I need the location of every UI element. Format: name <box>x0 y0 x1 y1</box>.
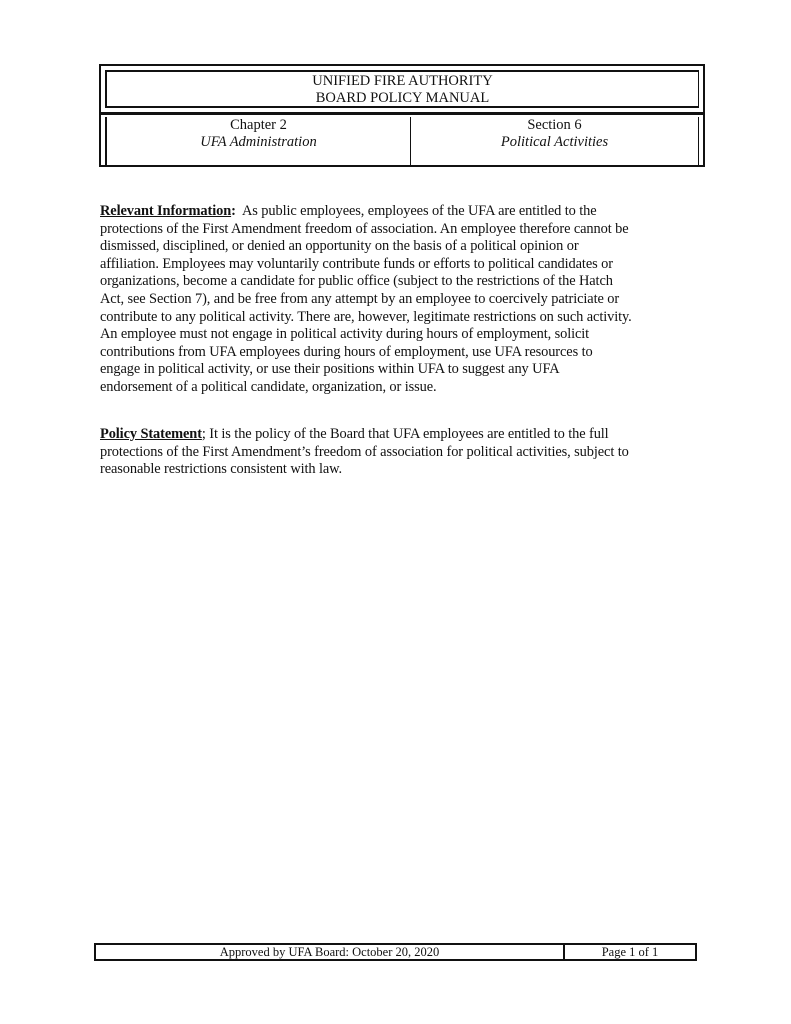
paragraph-line: affiliation. Employees may voluntarily contribute funds or efforts to political candidates or <box>100 255 613 272</box>
header-info-row <box>105 117 699 167</box>
policy-statement-paragraph <box>100 426 700 479</box>
header-divider <box>101 112 703 115</box>
paragraph-line: protections of the First Amendment’s freedom of association for political activities, subject to <box>100 443 629 460</box>
heading-semicolon: ; <box>201 426 206 442</box>
relevant-information-paragraph <box>100 203 700 397</box>
section-label: Section 6 <box>527 117 582 133</box>
paragraph-line: engage in political activity, or use their positions within UFA to suggest any UFA <box>100 361 560 378</box>
manual-name: BOARD POLICY MANUAL <box>315 90 490 106</box>
chapter-name: UFA Administration <box>200 134 317 150</box>
chapter-cell <box>107 117 411 167</box>
page-number: Page 1 of 1 <box>601 945 659 959</box>
chapter-label: Chapter 2 <box>230 117 287 133</box>
paragraph-line: Relevant Information: As public employees, employees of the UFA are entitled to the <box>100 203 597 219</box>
paragraph-line: endorsement of a political candidate, organization, or issue. <box>100 378 437 395</box>
heading-colon: : <box>231 203 236 219</box>
paragraph-line: Act, see Section 7), and be free from any attempt by an employee to coercively patriciate or <box>100 290 620 307</box>
footer-box <box>94 943 697 961</box>
approval-date: Approved by UFA Board: October 20, 2020 <box>96 945 565 959</box>
paragraph-line: contributions from UFA employees during hours of employment, use UFA resources to <box>100 343 593 360</box>
paragraph-line: protections of the First Amendment freedom of association. An employee therefore cannot be <box>100 220 629 237</box>
policy-statement-heading: Policy Statement <box>100 426 202 442</box>
paragraph-line: reasonable restrictions consistent with law. <box>100 461 343 478</box>
org-name: UNIFIED FIRE AUTHORITY <box>312 73 493 89</box>
section-name: Political Activities <box>500 134 609 150</box>
relevant-information-heading: Relevant Information <box>100 203 232 219</box>
paragraph-line: Policy Statement; It is the policy of the Board that UFA employees are entitled to the full <box>100 426 609 442</box>
section-cell <box>411 117 698 167</box>
header-box <box>99 64 705 167</box>
paragraph-line: organizations, become a candidate for public office (subject to the restrictions of the Hatch <box>100 273 613 290</box>
paragraph-line: contribute to any political activity. There are, however, legitimate restrictions on such activity. <box>100 308 632 325</box>
paragraph-line: An employee must not engage in political activity during hours of employment, solicit <box>100 326 590 343</box>
manual-title <box>105 70 699 108</box>
paragraph-line: dismissed, disciplined, or denied an opportunity on the basis of a political opinion or <box>100 238 579 255</box>
